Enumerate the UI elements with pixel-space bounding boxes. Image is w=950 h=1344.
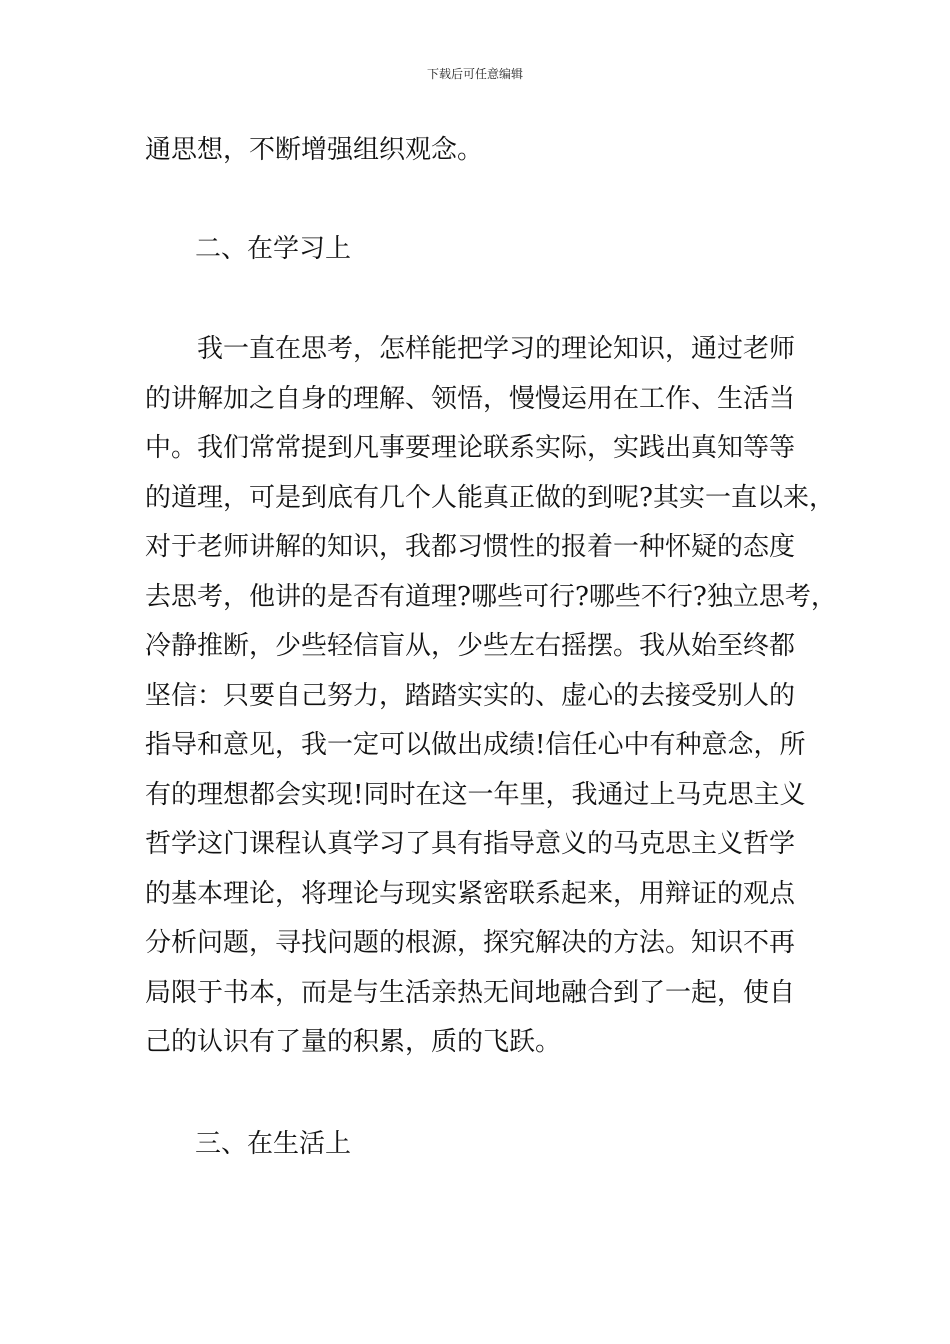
paragraph-line: 的道理，可是到底有几个人能真正做的到呢?其实一直以来，: [145, 482, 835, 513]
study-paragraph: [145, 325, 837, 1068]
paragraph-line: 冷静推断，少些轻信盲从，少些左右摇摆。我从始至终都: [145, 631, 796, 661]
paragraph-line: 中。我们常常提到凡事要理论联系实际，实践出真知等等: [145, 433, 796, 463]
header-note: 下载后可任意编辑: [426, 67, 523, 81]
paragraph-line: 的讲解加之自身的理解、领悟，慢慢运用在工作、生活当: [145, 383, 796, 414]
paragraph-line: 对于老师讲解的知识，我都习惯性的报着一种怀疑的态度: [145, 532, 796, 562]
paragraph-line: 有的理想都会实现!同时在这一年里，我通过上马克思主义: [145, 779, 806, 810]
paragraph-line: 分析问题，寻找问题的根源，探究解决的方法。知识不再: [145, 928, 796, 958]
paragraph-line: 局限于书本，而是与生活亲热无间地融合到了一起，使自: [145, 977, 796, 1008]
paragraph-line: 坚信：只要自己努力，踏踏实实的、虚心的去接受别人的: [145, 680, 796, 711]
paragraph-line: 我一直在思考，怎样能把学习的理论知识，通过老师: [145, 334, 796, 364]
paragraph-line: 指导和意见，我一定可以做出成绩!信任心中有种意念，所: [145, 730, 806, 760]
section-heading-study: 二、在学习上: [195, 234, 352, 264]
section-heading-life: 三、在生活上: [195, 1129, 352, 1159]
paragraph-line: 去思考，他讲的是否有道理?哪些可行?哪些不行?独立思考，: [145, 581, 837, 612]
paragraph-line: 己的认识有了量的积累，质的飞跃。: [145, 1027, 562, 1057]
continuation-paragraph: [145, 126, 815, 176]
paragraph-line: 通思想，不断增强组织观念。: [145, 135, 484, 165]
paragraph-line: 的基本理论，将理论与现实紧密联系起来，用辩证的观点: [145, 878, 796, 909]
paragraph-line: 哲学这门课程认真学习了具有指导意义的马克思主义哲学: [145, 829, 796, 859]
